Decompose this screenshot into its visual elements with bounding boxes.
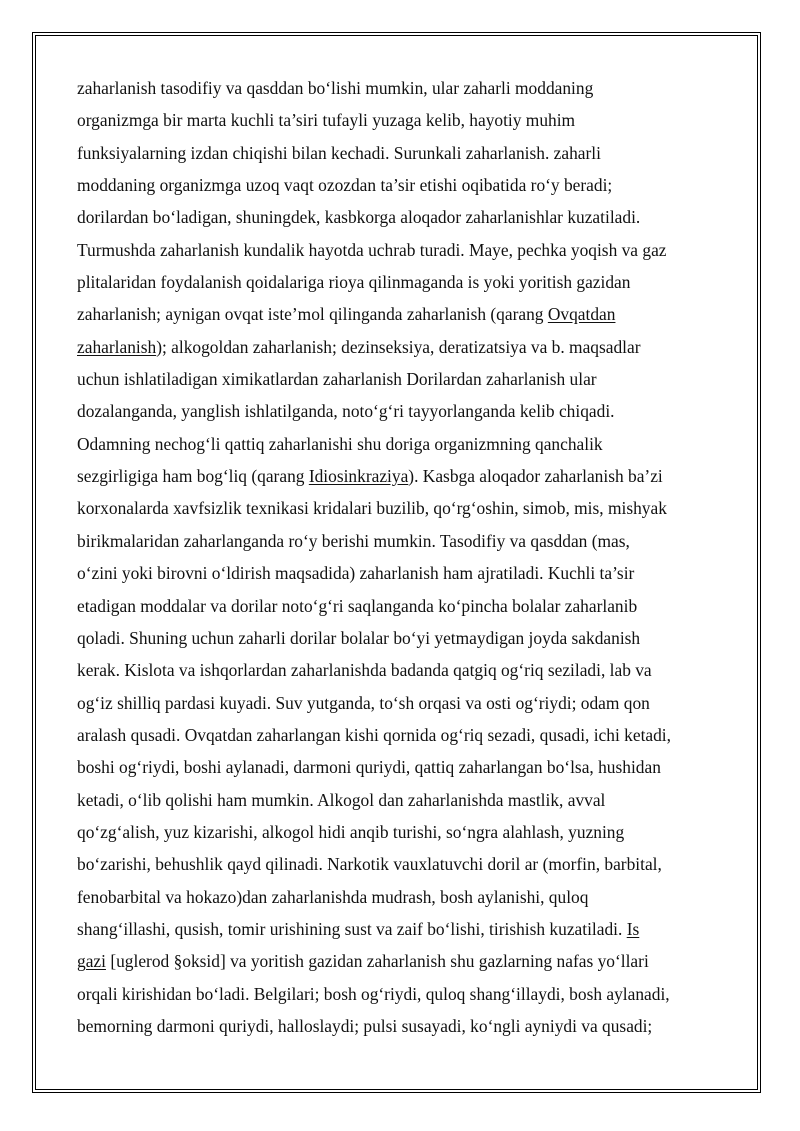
text-segment: etadigan moddalar va dorilar noto‘g‘ri saqlanganda ko‘pincha bolalar zaharlanib: [77, 595, 638, 616]
text-line: [77, 719, 727, 751]
text-line: [77, 428, 727, 460]
text-segment: organizmga bir marta kuchli ta’siri tufayli yuzaga kelib, hayotiy muhim: [77, 110, 576, 131]
text-segment: bemorning darmoni quriydi, halloslaydi; pulsi susayadi, ko‘ngli ayniydi va qusadi;: [77, 1015, 653, 1036]
text-line: [77, 590, 727, 622]
text-segment: birikmalaridan zaharlanganda ro‘y berishi mumkin. Tasodifiy va qasddan (mas,: [77, 530, 630, 551]
text-segment: qo‘zg‘alish, yuz kizarishi, alkogol hidi anqib turishi, so‘ngra alahlash, yuzning: [77, 821, 625, 842]
text-segment: ); alkogoldan zaharlanish; dezinseksiya, deratizatsiya va b. maqsadlar: [156, 336, 641, 357]
text-line: [77, 881, 727, 913]
text-line: [77, 266, 727, 298]
text-line: [77, 913, 727, 945]
text-segment: funksiyalarning izdan chiqishi bilan kechadi. Surunkali zaharlanish. zaharli: [77, 142, 601, 163]
reference-link[interactable]: Idiosinkraziya: [308, 466, 409, 487]
text-segment: o‘zini yoki birovni o‘ldirish maqsadida) zaharlanish ham ajratiladi. Kuchli ta’sir: [77, 563, 635, 584]
text-segment: orqali kirishidan bo‘ladi. Belgilari; bosh og‘riydi, quloq shang‘illaydi, bosh aylanadi,: [77, 983, 670, 1004]
text-segment: Odamning nechog‘li qattiq zaharlanishi shu doriga organizmning qanchalik: [77, 433, 603, 454]
text-line: [77, 751, 727, 783]
text-line: [77, 72, 727, 104]
text-segment: dorilardan bo‘ladigan, shuningdek, kasbkorga aloqador zaharlanishlar kuzatiladi.: [77, 207, 641, 228]
text-line: [77, 104, 727, 136]
text-line: [77, 945, 727, 977]
text-segment: bo‘zarishi, behushlik qayd qilinadi. Narkotik vauxlatuvchi doril ar (morfin, barbital,: [77, 854, 662, 875]
text-line: [77, 363, 727, 395]
reference-link[interactable]: Ovqatdan: [547, 304, 616, 325]
text-segment: og‘iz shilliq pardasi kuyadi. Suv yutganda, to‘sh orqasi va osti og‘riydi; odam qon: [77, 692, 650, 713]
text-segment: plitalaridan foydalanish qoidalariga rioya qilinmaganda is yoki yoritish gazidan: [77, 272, 631, 293]
text-segment: dozalanganda, yanglish ishlatilganda, noto‘g‘ri tayyorlanganda kelib chiqadi.: [77, 401, 615, 422]
text-segment: kerak. Kislota va ishqorlardan zaharlanishda badanda qatgiq og‘riq seziladi, lab va: [77, 660, 652, 681]
text-line: [77, 557, 727, 589]
text-line: [77, 687, 727, 719]
text-segment: boshi og‘riydi, boshi aylanadi, darmoni quriydi, qattiq zaharlangan bo‘lsa, hushidan: [77, 757, 661, 778]
reference-link[interactable]: zaharlanish: [77, 336, 157, 357]
text-line: [77, 848, 727, 880]
text-segment: fenobarbital va hokazo)dan zaharlanishda mudrash, bosh aylanishi, quloq: [77, 886, 589, 907]
text-line: [77, 395, 727, 427]
reference-link[interactable]: gazi: [77, 951, 106, 972]
text-line: [77, 492, 727, 524]
text-line: [77, 201, 727, 233]
text-segment: uchun ishlatiladigan ximikatlardan zaharlanish Dorilardan zaharlanish ular: [77, 369, 597, 390]
text-segment: moddaning organizmga uzoq vaqt ozozdan ta’sir etishi oqibatida ro‘y beradi;: [77, 175, 613, 196]
text-line: [77, 331, 727, 363]
text-line: [77, 169, 727, 201]
text-segment: korxonalarda xavfsizlik texnikasi kridalari buzilib, qo‘rg‘oshin, simob, mis, mishyak: [77, 498, 667, 519]
text-segment: aralash qusadi. Ovqatdan zaharlangan kishi qornida og‘riq sezadi, qusadi, ichi ketadi,: [77, 724, 671, 745]
text-line: [77, 137, 727, 169]
text-segment: Turmushda zaharlanish kundalik hayotda uchrab turadi. Maye, pechka yoqish va gaz: [77, 239, 667, 260]
text-segment: ketadi, o‘lib qolishi ham mumkin. Alkogol dan zaharlanishda mastlik, avval: [77, 789, 606, 810]
text-line: [77, 816, 727, 848]
text-line: [77, 460, 727, 492]
document-body: [77, 72, 727, 1042]
text-line: [77, 298, 727, 330]
text-line: [77, 784, 727, 816]
text-segment: ). Kasbga aloqador zaharlanish ba’zi: [408, 466, 663, 487]
text-line: [77, 525, 727, 557]
text-line: [77, 1010, 727, 1042]
text-segment: shang‘illashi, qusish, tomir urishining sust va zaif bo‘lishi, tirishish kuzatiladi.: [77, 918, 627, 939]
text-line: [77, 978, 727, 1010]
text-segment: zaharlanish tasodifiy va qasddan bo‘lishi mumkin, ular zaharli moddaning: [77, 78, 594, 98]
text-line: [77, 234, 727, 266]
text-segment: qoladi. Shuning uchun zaharli dorilar bolalar bo‘yi yetmaydigan joyda sakdanish: [77, 627, 641, 648]
text-segment: sezgirligiga ham bog‘liq (qarang: [77, 466, 309, 487]
text-segment: zaharlanish; aynigan ovqat iste’mol qilinganda zaharlanish (qarang: [77, 304, 548, 325]
text-line: [77, 654, 727, 686]
reference-link[interactable]: Is: [626, 918, 640, 939]
text-segment: [uglerod §oksid] va yoritish gazidan zaharlanish shu gazlarning nafas yo‘llari: [105, 951, 649, 972]
text-line: [77, 622, 727, 654]
